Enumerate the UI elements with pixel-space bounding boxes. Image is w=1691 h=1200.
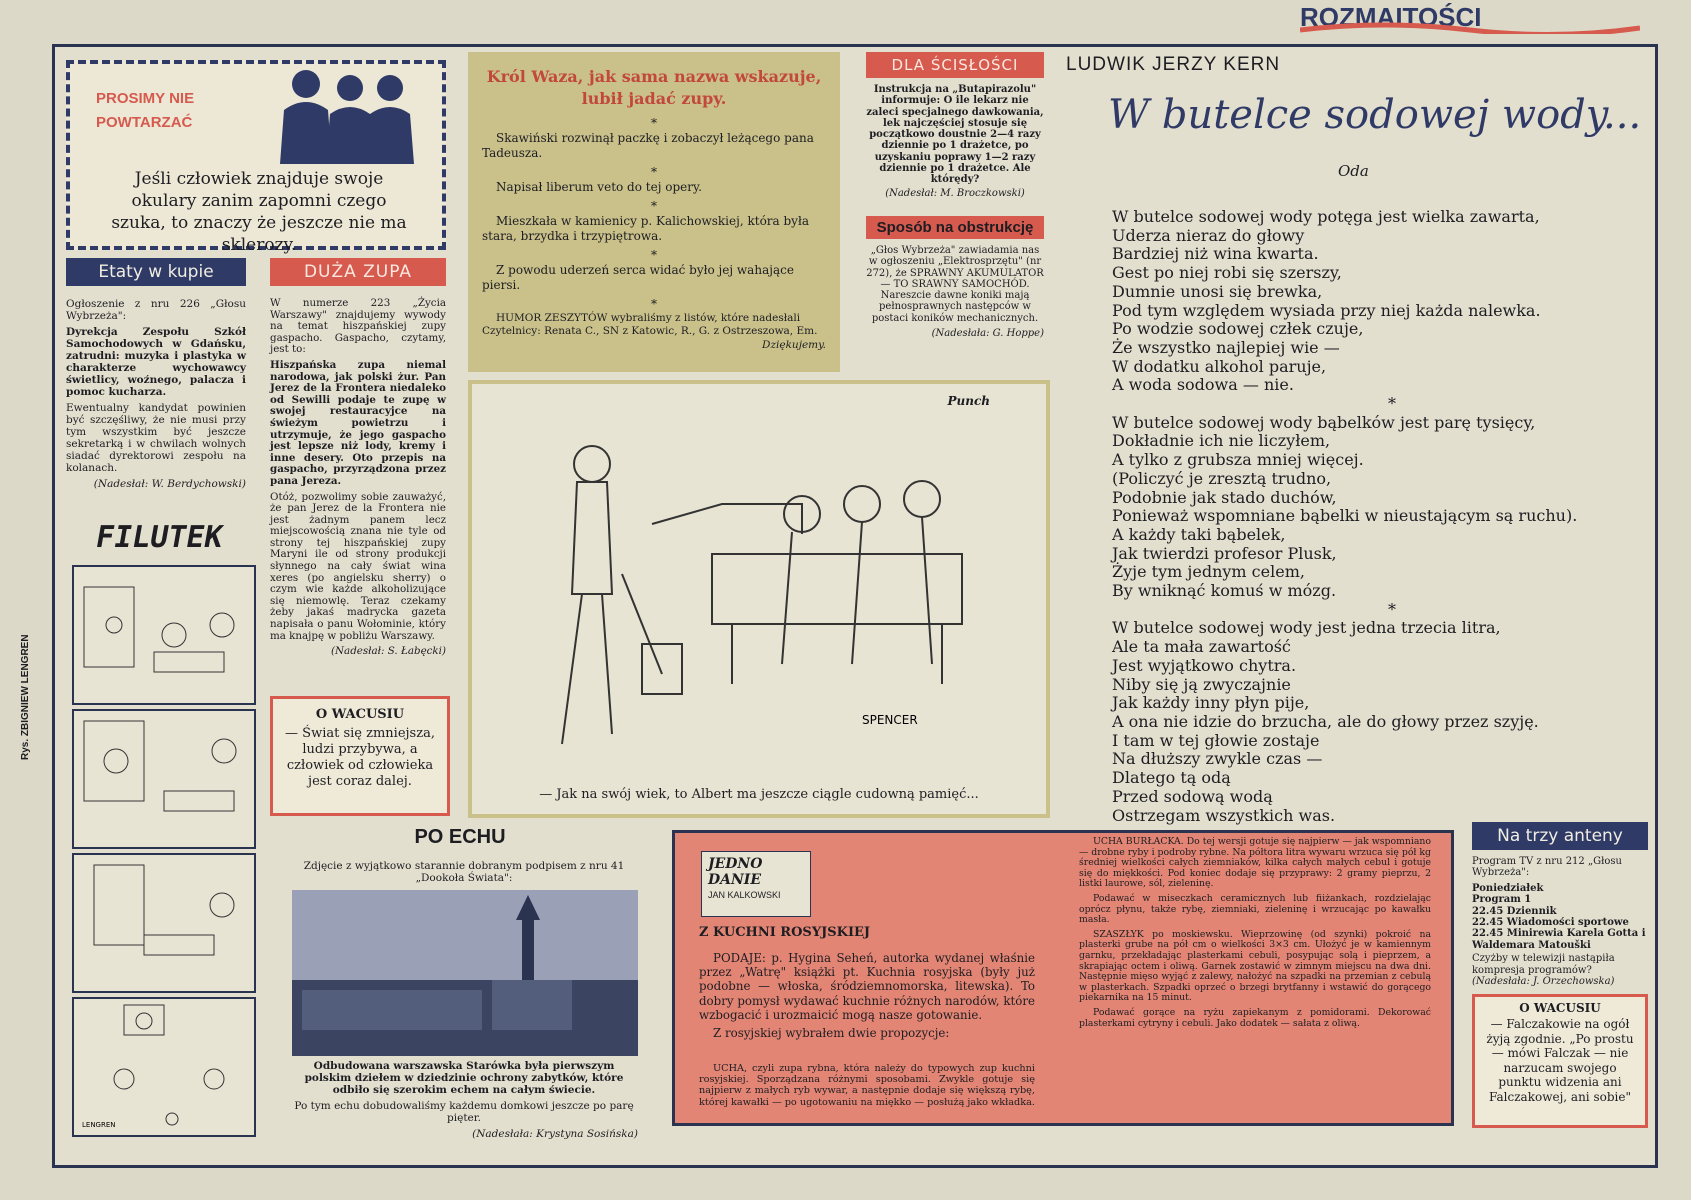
na-trzy-anteny-text: Czyżby w telewizji nastąpiła kompresja programów? [1472,953,1615,976]
duza-zupa-text: Otóż, pozwolimy sobie zauważyć, że pan Jerez de la Frontera nie jest żadnym panem lecz miejscowością znana nie tyle od strony tej hiszpańskiej zupy Maryni ile od strony produkcji słynnego na cały świat wina xeres (po angielsku sherry) o czym wie każde alkoholizujące się niemowlę. Teraz czekamy żeby jakaś madrycka gazeta napisała o panu Wołominie, który ma knajpę w pobliżu Warszawy. [270,490,446,642]
po-echu-text-block [290,1060,638,1144]
jedno-danie-logo [701,851,811,917]
poem-line: I tam w tej głowie zostaje [1112,730,1320,750]
filutek-signature: LENGREN [82,1121,116,1129]
cartoon-box [468,380,1050,818]
duza-zupa-credit: (Nadesłał: S. Łabęcki) [331,645,446,658]
jedno-danie-box [672,830,1454,1126]
prosimy-title-1: PROSIMY NIE [96,90,195,107]
prosimy-box [66,60,446,255]
krol-waza-star-5: * [651,297,657,311]
po-echu-text: Po tym echu dobudowaliśmy każdemu domkowi jeszcze po parę pięter. [294,1100,634,1124]
filutek-panel-2 [72,709,256,849]
etaty-text: Ewentualny kandydat powinien być szczęśliwy, że nie musi przy tym wszystkim być jeszcze sekretarką i w chwilach wolnych siadać dyrektorowi zespołu na kolanach. [66,402,246,474]
filutek-drawing-4 [74,999,254,1135]
poem-star: * [1388,599,1396,619]
cartoon-source: Punch [947,394,990,408]
na-trzy-anteny-credit: (Nadesłała: J. Orzechowska) [1472,976,1615,988]
jedno-danie-para-4: UCHA BURŁACKA. Do tej wersji gotuje się najpierw — jak wspomniano — drobne ryby i podroby rybne. Na półtora litra wywaru wrzuca się pół kg średniej wielkości całych ziemniaków, kilka całych małych cebul i gotuje się do miękkości. Pod koniec dodaje się przyprawy: 2 gramy pieprzu, 2 listki laurowe, sól, zieleninę. [1079,836,1431,890]
krol-waza-star-1: * [651,116,657,130]
krol-waza-headline: Król Waza, jak sama nazwa wskazuje, lubił jadać zupy. [486,67,822,108]
masthead-ribbon [1300,0,1640,34]
poem-line: W butelce sodowej wody potęga jest wielka zawarta, [1112,207,1540,226]
wacusiu-text-1: — Świat się zmniejsza, ludzi przybywa, a człowiek od człowieka jest coraz dalej. [285,726,435,789]
krol-waza-item-4: Z powodu uderzeń serca widać było jej wahające piersi. [482,263,794,292]
duza-zupa-bold: Hiszpańska zupa niemal narodowa, jak polski żur. Pan Jerez de la Frontera niedaleko od Sewilli podaje te zupę w swojej restauracyjce na świeżym powietrzu i utrzymuje, że jego gaspacho jest lepsze niż lody, kremy i inne desery. Oto przepis na gaspacho, przyrządzona przez pana Jereza. [270,358,446,487]
poem-line: Przed sodową wodą [1112,786,1273,806]
poem-line: Ale ta mała zawartość [1112,637,1291,657]
filutek-title: FILUTEK [92,520,226,555]
dla-scislosci-column [866,52,1044,203]
etaty-title: Etaty w kupie [66,258,246,286]
krol-waza-star-3: * [651,199,657,213]
poem-line: Jest wyjątkowo chytra. [1112,655,1297,675]
duza-zupa-column [270,258,446,662]
na-trzy-anteny-line: 22.45 Dziennik [1472,905,1557,917]
prosimy-title-2: POWTARZAĆ [96,114,193,131]
poem-subtitle: Oda [1338,162,1369,180]
krol-waza-thanks: Dziękujemy. [762,339,826,351]
krol-waza-box [468,52,840,372]
filutek-panel-1 [72,565,256,705]
wacusiu-title-1: O WACUSIU [315,707,405,722]
cartoon-caption: — Jak na swój wiek, to Albert ma jeszcze ciągle cudowną pamięć... [539,787,979,802]
poem-line: W butelce sodowej wody jest jedna trzecia litra, [1112,618,1501,638]
jedno-danie-para-2: Z rosyjskiej wybrałem dwie propozycje: [713,1026,950,1041]
dla-scislosci-credit: (Nadesłał: M. Broczkowski) [885,187,1025,199]
po-echu-photo [292,890,638,1056]
jedno-danie-heading: Z KUCHNI ROSYJSKIEJ [699,925,871,940]
dla-scislosci-text: Instrukcja na „Butapirazolu" informuje: O ile lekarz nie zaleci specjalnego dawkowania, lek najczęściej stosuje się początkowo doustnie 2—4 razy dziennie po 1 drażetce, po uzyskaniu poprawy 1—2 razy dziennie po 1 drażetce. Ale którędy? [866,84,1044,186]
etaty-bold: Dyrekcja Zespołu Szkół Samochodowych w Gdańsku, zatrudni: muzyka i plastyka w charakterze wychowawcy świetlicy, woźnego, palacza i pomoc kucharza. [66,326,246,398]
jedno-danie-para-1: PODAJE: p. Hygina Seheń, autorka wydanej właśnie przez „Watrę" książki pt. Kuchnia rosyjska (były już podobne — włoska, śródziemnomorska, litewska). To dobry pomysł wydawać kuchnie różnych narodów, które wzbogacić i urozmaicić mogą nasze gotowanie. [699,951,1035,1022]
filutek-panel-4 [72,997,256,1137]
etaty-intro: Ogłoszenie z nru 226 „Głosu Wybrzeża": [66,298,246,322]
poem-line: Ponieważ wspomniane bąbelki w nieustającym są ruchu). [1112,506,1578,526]
jedno-danie-para-3: UCHA, czyli zupa rybna, która należy do typowych zup kuchni rosyjskiej. Sporządzana różnymi sposobami. Zwykle gotuje się najpierw z małych ryb wywar, a następnie dodaje się większą rybę, której kawałki — po ugotowaniu na miękko — posłużą jako wkładka. [699,1063,1035,1108]
krol-waza-star-2: * [651,165,657,179]
filutek-drawing-1 [74,567,254,703]
krol-waza-star-4: * [651,248,657,262]
poem-line: Niby się ją zwyczajnie [1112,674,1291,694]
poem-line: W butelce sodowej wody bąbelków jest parę tysięcy, [1112,412,1536,432]
wacusiu-text-2: — Falczakowie na ogół żyją zgodnie. „Po prostu — mówi Falczak — nie narzucam swojego punktu widzenia ani Falczakowej, ani sobie" [1486,1017,1634,1104]
town-square-photo [292,890,638,1056]
poem-line: Po wodzie sodowej człek czuje, [1112,319,1364,339]
na-trzy-anteny-line: 22.45 Minirewia Karela Gotta i Waldemara Matouški [1472,928,1646,951]
poem-line: (Policzyć je zresztą trudno, [1112,468,1332,488]
krol-waza-item-2: Napisał liberum veto do tej opery. [496,180,702,194]
masthead-text: ROZMAITOŚCI [1300,2,1482,32]
duza-zupa-intro: W numerze 223 „Życia Warszawy" znajdujemy wywody na temat hiszpańskiej zupy gaspacho. Gaspacho, czytamy, jest to: [270,297,446,356]
poem-line: Bardziej niż wina kwarta. [1112,244,1319,264]
poem-line: Jak twierdzi profesor Plusk, [1112,543,1337,563]
krol-waza-item-3: Mieszkała w kamienicy p. Kalichowskiej, która była stara, brzydka i trzypiętrowa. [482,214,810,243]
na-trzy-anteny-line: 22.45 Wiadomości sportowe [1472,917,1629,929]
silhouettes-icon [266,64,426,164]
poem-star: * [1388,394,1396,414]
poem-line: A tylko z grubsza mniej więcej. [1112,450,1364,470]
poem-line: A woda sodowa — nie. [1112,375,1294,395]
filutek-drawing-3 [74,855,254,991]
poem-line: Żyje tym jednym celem, [1112,562,1305,582]
jedno-danie-logo-line-2: DANIE [708,872,762,888]
poem-line: Pod tym względem wysiada przy niej każda nalewka. [1112,300,1541,320]
jedno-danie-para-5: Podawać w miseczkach ceramicznych lub fiiżankach, rozdzielając oprócz płynu, także rybę, ziemniaki, zieleninę i wrzucając po kawałku masła. [1079,892,1431,926]
duza-zupa-title: DUŻA ZUPA [270,258,446,286]
poem-line: Podobnie jak stado duchów, [1112,487,1337,507]
wacusiu-box-1 [270,696,450,816]
jedno-danie-logo-line-1: JEDNO [708,856,763,872]
jedno-danie-para-6: SZASZŁYK po moskiewsku. Wieprzowinę (od szynki) pokroić na plasterki grube na pół cm o wielkości 3×3 cm. Ułożyć je w kamiennym garnku, przekładając plasterkami cebuli, posypując solą i pieprzem, a skrapiając octem i oliwą. Garnek zostawić w zimnym miejscu na dwa dni. Następnie mięso wyjąć z zalewy, nałożyć na szpadki na przemian z cebulą w plasterkach. Szpadki oprzeć o brzegi brytfanny i wstawić do gorącego piekarnika na 15 minut. [1079,928,1431,1004]
wacusiu-title-2: O WACUSIU [1519,1001,1601,1015]
etaty-column [66,258,246,494]
na-trzy-anteny-line: Program 1 [1472,894,1532,906]
filutek-drawing-2 [74,711,254,847]
po-echu-caption: Odbudowana warszawska Starówka była pierwszym polskim dziełem w dziedzinie ochrony zabytków, które odbiło się szerokim echem na całym świecie. [304,1060,624,1096]
poem-line: A ona nie idzie do brzucha, ale do głowy przez szyję. [1112,711,1539,731]
jedno-danie-para-7: Podawać gorące na ryżu zapiekanym z pomidorami. Dekorować plasterkami cytryny i cebuli. Jako dodatek — sałata z oliwą. [1079,1006,1431,1029]
obstrukcje-credit: (Nadesłała: G. Hoppe) [931,328,1044,340]
obstrukcje-text: „Głos Wybrzeża" zawiadamia nas w ogłoszeniu „Elektrosprzętu" (nr 272), że SPRAWNY AKUMULATOR — TO SRAWNY SAMOCHÓD. Nareszcie dawne koniki mają pełnosprawnych następców w postaci koników mechanicznych. [866,245,1044,324]
poem-line: By wniknąć komuś w mózg. [1112,581,1337,601]
krol-waza-footer: HUMOR ZESZYTÓW wybraliśmy z listów, które nadesłali Czytelnicy: Renata C., SN z Katowic, R., G. z Ostrzeszowa, Em. [482,312,818,337]
poem-line: Jak każdy inny płyn pije, [1112,693,1310,713]
dla-scislosci-title: DLA ŚCISŁOŚCI [866,52,1044,78]
masthead-ribbon-art [1300,0,1640,34]
na-trzy-anteny-intro: Program TV z nru 212 „Głosu Wybrzeża": [1472,856,1622,879]
poem-line: Dokładnie ich nie liczyłem, [1112,431,1331,451]
cartoon-artist: SPENCER [862,713,918,727]
etaty-credit: (Nadesłał: W. Berdychowski) [93,478,246,490]
prosimy-text: Jeśli człowiek znajduje swoje okulary zanim zapomni czego szuka, to znaczy że jeszcze nie ma sklerozy. [111,169,407,255]
krol-waza-item-1: Skawiński rozwinął paczkę i zobaczył leżącego pana Tadeusza. [482,131,814,160]
obstrukcje-column [866,216,1044,343]
wacusiu-box-2 [1472,994,1648,1128]
jedno-danie-author: JAN KALKOWSKI [708,890,781,900]
po-echu-title: PO ECHU [414,826,506,848]
poem-line: Na dłuższy zwykle czas — [1112,749,1323,769]
poem-line: Gest po niej robi się szerszy, [1112,263,1342,283]
poem-line: W dodatku alkohol paruje, [1112,356,1327,376]
po-echu-credit: (Nadesłała: Krystyna Sosińska) [472,1128,638,1140]
filutek-panel-3 [72,853,256,993]
poem-line: A każdy taki bąbelek, [1112,524,1286,544]
side-credit: Rys. ZBIGNIEW LENGREN [20,634,31,760]
poem-title: W butelce sodowej wody... [1108,92,1642,138]
poem-author: LUDWIK JERZY KERN [1066,54,1281,75]
poem-stanza-1 [1112,208,1672,825]
na-trzy-anteny-column [1472,822,1648,991]
cartoon-drawing [502,424,1002,764]
po-echu-intro: Zdjęcie z wyjątkowo starannie dobranym podpisem z nru 41 „Dookoła Świata": [303,860,625,884]
poem-line: Uderza nieraz do głowy [1112,225,1305,245]
na-trzy-anteny-title: Na trzy anteny [1472,822,1648,850]
obstrukcje-title: Sposób na obstrukcję [866,216,1044,239]
poem-line: Ostrzegam wszystkich was. [1112,805,1336,825]
poem-line: Dumnie unosi się brewka, [1112,281,1323,301]
poem-line: Dlatego tą odą [1112,768,1231,788]
poem-line: Że wszystko najlepiej wie — [1112,337,1340,357]
na-trzy-anteny-line: Poniedziałek [1472,882,1544,894]
